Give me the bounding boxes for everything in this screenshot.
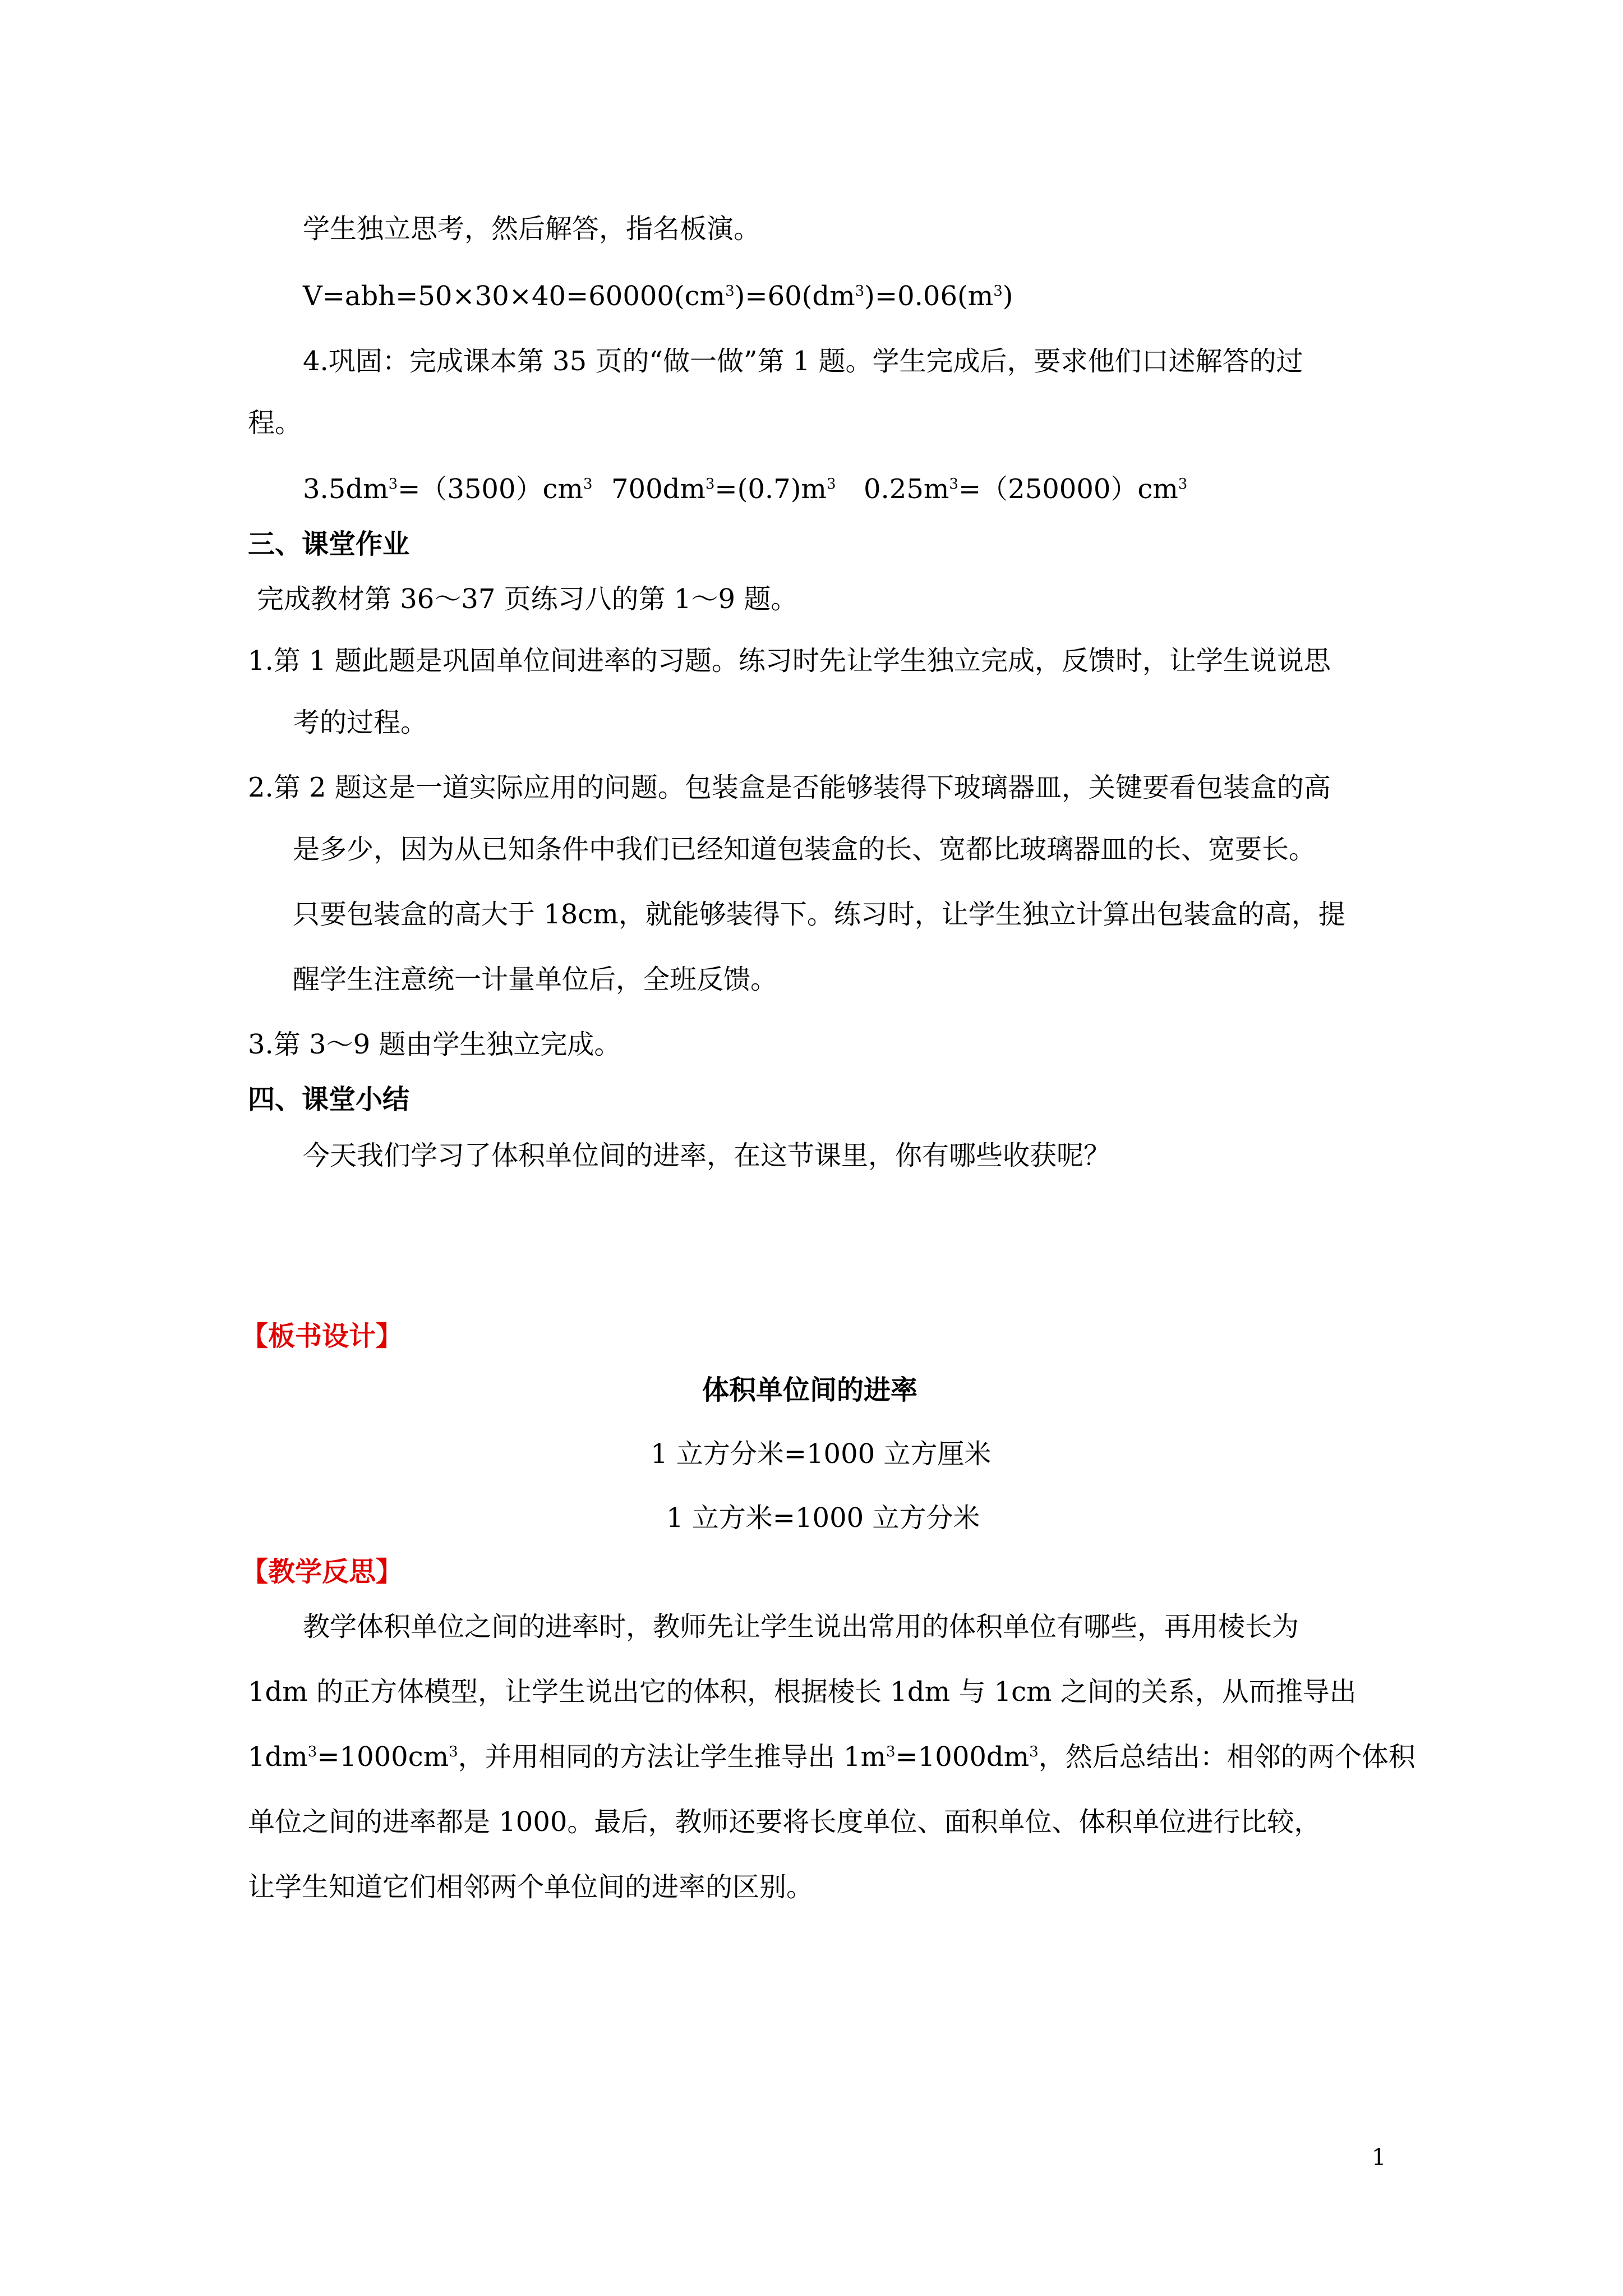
list-item-continuation: 考的过程。	[293, 707, 428, 738]
formula-part: )=0.06(m	[864, 280, 994, 312]
conversion-1	[303, 471, 592, 507]
superscript: 3	[1029, 1743, 1039, 1760]
paragraph-line	[248, 1739, 1415, 1775]
superscript: 3	[1178, 476, 1188, 493]
conversion-3	[864, 471, 1187, 507]
superscript: 3	[583, 476, 593, 493]
board-line: 1 立方米=1000 立方分米	[666, 1502, 980, 1534]
text-part: ，然后总结出：相邻的两个体积	[1038, 1741, 1415, 1773]
list-item-continuation: 醒学生注意统一计量单位后，全班反馈。	[293, 964, 778, 995]
list-item-continuation: 只要包装盒的高大于 18cm，就能够装得下。练习时，让学生独立计算出包装盒的高，提	[293, 899, 1345, 930]
superscript: 3	[307, 1743, 317, 1760]
conversion-part: =（3500）cm	[398, 473, 583, 505]
volume-formula	[303, 278, 1013, 314]
teaching-reflection-label: 【教学反思】	[241, 1556, 403, 1588]
section-heading-summary: 四、课堂小结	[248, 1084, 410, 1115]
superscript: 3	[826, 476, 836, 493]
board-title: 体积单位间的进率	[702, 1374, 918, 1406]
superscript: 3	[388, 476, 398, 493]
superscript: 3	[855, 283, 865, 300]
paragraph-line: 1dm 的正方体模型，让学生说出它的体积，根据棱长 1dm 与 1cm 之间的关系，从而推导出	[248, 1676, 1357, 1708]
board-line: 1 立方分米=1000 立方厘米	[651, 1438, 992, 1470]
formula-part: )	[1002, 280, 1013, 312]
paragraph-line: 今天我们学习了体积单位间的进率，在这节课里，你有哪些收获呢？	[303, 1140, 1111, 1171]
superscript: 3	[705, 476, 715, 493]
paragraph-line: 让学生知道它们相邻两个单位间的进率的区别。	[248, 1871, 814, 1903]
formula-part: V=abh=50×30×40=60000(cm	[303, 280, 726, 312]
list-item: 3.第 3～9 题由学生独立完成。	[248, 1029, 621, 1060]
text-part: =1000dm	[895, 1741, 1030, 1773]
superscript: 3	[993, 283, 1003, 300]
conversion-part: 0.25m	[864, 473, 949, 505]
paragraph-line: 教学体积单位之间的进率时，教师先让学生说出常用的体积单位有哪些，再用棱长为	[303, 1611, 1299, 1642]
conversion-part: 700dm	[611, 473, 706, 505]
superscript: 3	[949, 476, 958, 493]
list-item-continuation: 是多少，因为从已知条件中我们已经知道包装盒的长、宽都比玻璃器皿的长、宽要长。	[293, 834, 1316, 865]
conversion-part: 3.5dm	[303, 473, 389, 505]
section-heading-homework: 三、课堂作业	[248, 528, 410, 560]
list-item: 1.第 1 题此题是巩固单位间进率的习题。练习时先让学生独立完成，反馈时，让学生说说思	[248, 645, 1331, 677]
paragraph-line: 完成教材第 36～37 页练习八的第 1～9 题。	[257, 583, 798, 615]
list-item: 2.第 2 题这是一道实际应用的问题。包装盒是否能够装得下玻璃器皿，关键要看包装盒的高	[248, 772, 1331, 803]
paragraph-line: 4.巩固：完成课本第 35 页的“做一做”第 1 题。学生完成后，要求他们口述解答的过	[303, 346, 1303, 377]
paragraph-line: 程。	[248, 407, 302, 439]
paragraph-line: 学生独立思考，然后解答，指名板演。	[303, 213, 761, 245]
superscript: 3	[725, 283, 735, 300]
formula-part: )=60(dm	[734, 280, 855, 312]
text-part: ，并用相同的方法让学生推导出 1m	[458, 1741, 886, 1773]
conversion-part: =（250000）cm	[958, 473, 1178, 505]
conversion-part: =(0.7)m	[714, 473, 827, 505]
board-design-label: 【板书设计】	[241, 1320, 403, 1352]
paragraph-line: 单位之间的进率都是 1000。最后，教师还要将长度单位、面积单位、体积单位进行比较，	[248, 1806, 1321, 1838]
text-part: =1000cm	[317, 1741, 449, 1773]
page-number: 1	[1372, 2145, 1386, 2170]
conversion-2	[611, 471, 836, 507]
superscript: 3	[886, 1743, 896, 1760]
superscript: 3	[449, 1743, 458, 1760]
text-part: 1dm	[248, 1741, 308, 1773]
